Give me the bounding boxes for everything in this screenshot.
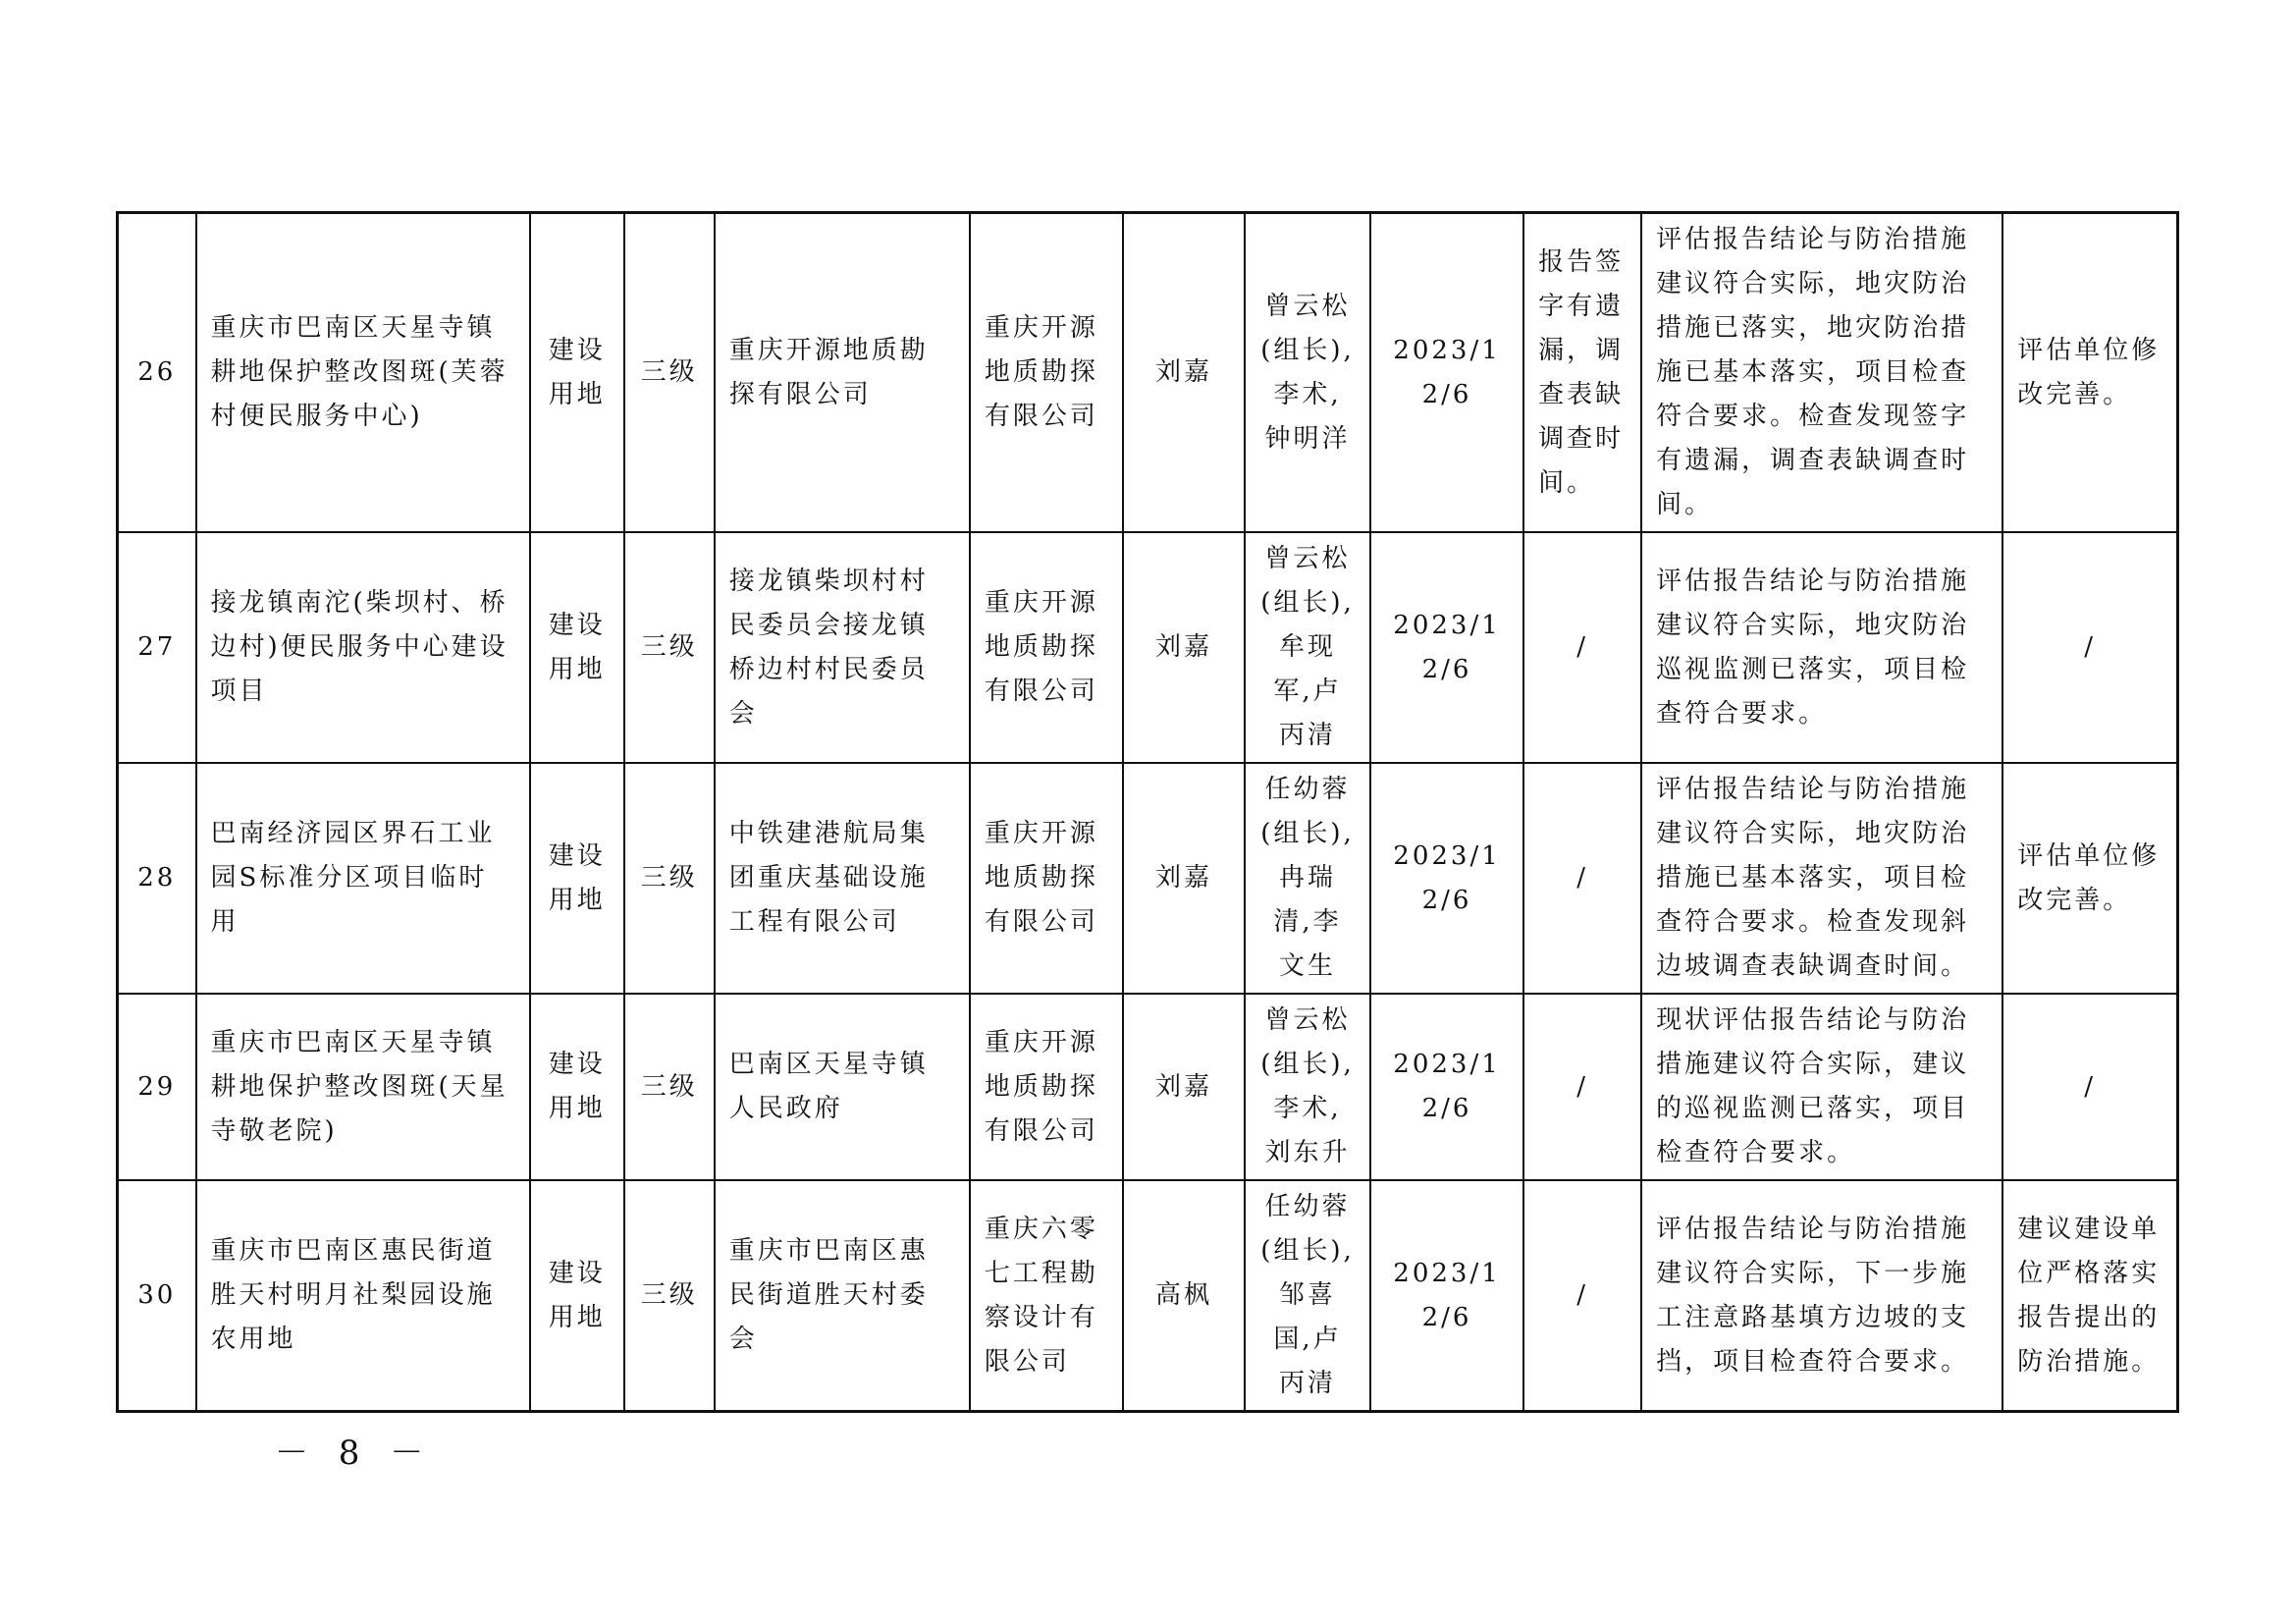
technical-lead: 刘嘉 <box>1123 994 1245 1180</box>
project-name: 重庆市巴南区天星寺镇耕地保护整改图斑(天星寺敬老院) <box>196 994 530 1180</box>
construction-unit: 重庆市巴南区惠民街道胜天村委会 <box>715 1180 970 1412</box>
row-number: 27 <box>118 532 196 763</box>
rectification-opinion: / <box>2002 994 2177 1180</box>
table-row <box>118 1180 2178 1412</box>
inspection-team: 任幼蓉(组长),冉瑞清,李文生 <box>1245 763 1370 994</box>
inspection-result: 评估报告结论与防治措施建议符合实际，地灾防治措施已落实，地灾防治措施已基本落实，项目检查符合要求。检查发现签字有遗漏，调查表缺调查时间。 <box>1641 213 2002 533</box>
issues-found: / <box>1523 1180 1641 1412</box>
issues-found: / <box>1523 763 1641 994</box>
construction-unit: 重庆开源地质勘探有限公司 <box>715 213 970 533</box>
row-number: 26 <box>118 213 196 533</box>
inspection-date: 2023/12/6 <box>1370 763 1523 994</box>
land-type: 建设用地 <box>530 763 624 994</box>
technical-lead: 刘嘉 <box>1123 763 1245 994</box>
inspection-result: 评估报告结论与防治措施建议符合实际，地灾防治措施已基本落实，项目检查符合要求。检查发现斜边坡调查表缺调查时间。 <box>1641 763 2002 994</box>
inspection-date: 2023/12/6 <box>1370 532 1523 763</box>
rectification-opinion: 评估单位修改完善。 <box>2002 213 2177 533</box>
row-number: 28 <box>118 763 196 994</box>
table-row <box>118 763 2178 994</box>
assessment-firm: 重庆开源地质勘探有限公司 <box>970 532 1123 763</box>
rectification-opinion: 建议建设单位严格落实报告提出的防治措施。 <box>2002 1180 2177 1412</box>
issues-found: 报告签字有遗漏，调查表缺调查时间。 <box>1523 213 1641 533</box>
technical-lead: 高枫 <box>1123 1180 1245 1412</box>
project-name: 接龙镇南沱(柴坝村、桥边村)便民服务中心建设项目 <box>196 532 530 763</box>
assessment-level: 三级 <box>624 532 715 763</box>
rectification-opinion: 评估单位修改完善。 <box>2002 763 2177 994</box>
construction-unit: 接龙镇柴坝村村民委员会接龙镇桥边村村民委员会 <box>715 532 970 763</box>
inspection-result: 现状评估报告结论与防治措施建议符合实际，建议的巡视监测已落实，项目检查符合要求。 <box>1641 994 2002 1180</box>
land-type: 建设用地 <box>530 994 624 1180</box>
assessment-level: 三级 <box>624 763 715 994</box>
page-number: － 8 － <box>275 1434 434 1473</box>
technical-lead: 刘嘉 <box>1123 532 1245 763</box>
technical-lead: 刘嘉 <box>1123 213 1245 533</box>
assessment-firm: 重庆开源地质勘探有限公司 <box>970 763 1123 994</box>
inspection-table <box>116 211 2179 1413</box>
project-name: 重庆市巴南区惠民街道胜天村明月社梨园设施农用地 <box>196 1180 530 1412</box>
row-number: 29 <box>118 994 196 1180</box>
inspection-team: 曾云松(组长),李术,刘东升 <box>1245 994 1370 1180</box>
inspection-team: 曾云松(组长),牟现军,卢丙清 <box>1245 532 1370 763</box>
inspection-date: 2023/12/6 <box>1370 994 1523 1180</box>
inspection-date: 2023/12/6 <box>1370 1180 1523 1412</box>
project-name: 巴南经济园区界石工业园S标准分区项目临时用 <box>196 763 530 994</box>
project-name: 重庆市巴南区天星寺镇耕地保护整改图斑(芙蓉村便民服务中心) <box>196 213 530 533</box>
table-row <box>118 213 2178 533</box>
rectification-opinion: / <box>2002 532 2177 763</box>
assessment-level: 三级 <box>624 1180 715 1412</box>
construction-unit: 巴南区天星寺镇人民政府 <box>715 994 970 1180</box>
inspection-team: 曾云松(组长),李术,钟明洋 <box>1245 213 1370 533</box>
land-type: 建设用地 <box>530 532 624 763</box>
assessment-level: 三级 <box>624 994 715 1180</box>
assessment-firm: 重庆六零七工程勘察设计有限公司 <box>970 1180 1123 1412</box>
inspection-result: 评估报告结论与防治措施建议符合实际，下一步施工注意路基填方边坡的支挡，项目检查符合要求。 <box>1641 1180 2002 1412</box>
issues-found: / <box>1523 532 1641 763</box>
inspection-date: 2023/12/6 <box>1370 213 1523 533</box>
inspection-result: 评估报告结论与防治措施建议符合实际，地灾防治巡视监测已落实，项目检查符合要求。 <box>1641 532 2002 763</box>
inspection-team: 任幼蓉(组长),邹喜国,卢丙清 <box>1245 1180 1370 1412</box>
assessment-firm: 重庆开源地质勘探有限公司 <box>970 213 1123 533</box>
land-type: 建设用地 <box>530 213 624 533</box>
row-number: 30 <box>118 1180 196 1412</box>
assessment-level: 三级 <box>624 213 715 533</box>
construction-unit: 中铁建港航局集团重庆基础设施工程有限公司 <box>715 763 970 994</box>
assessment-firm: 重庆开源地质勘探有限公司 <box>970 994 1123 1180</box>
issues-found: / <box>1523 994 1641 1180</box>
land-type: 建设用地 <box>530 1180 624 1412</box>
table-row <box>118 994 2178 1180</box>
table-row <box>118 532 2178 763</box>
